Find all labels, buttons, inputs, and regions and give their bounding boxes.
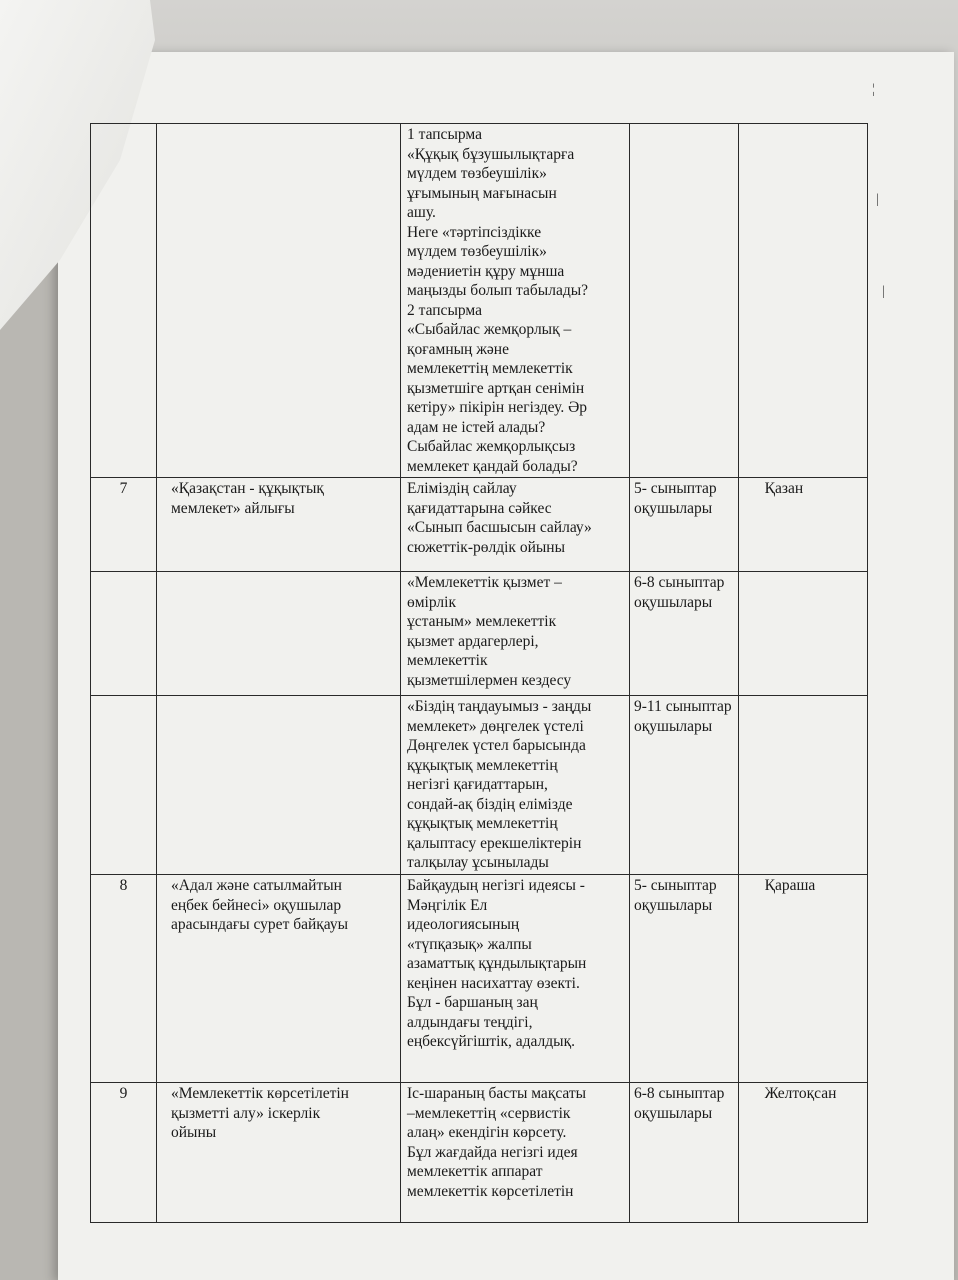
event-description-line: қалыптасу ерекшеліктерін [407,834,582,852]
plan-table [90,123,868,1223]
event-description-line: азаматтық құндылықтарын [407,955,587,972]
event-description-line: кетіру» пікірін негіздеу. Әр [407,399,588,416]
event-description-line: құқықтық мемлекеттің [407,815,558,832]
event-description-line: мемлекеттік [407,652,488,669]
month-cell [738,124,867,478]
event-description-line: Дөңгелек үстел барысында [407,737,586,754]
row-number-cell [91,875,157,1083]
event-description-line: Іс-шараның басты мақсаты [407,1085,587,1102]
participants-cell [630,478,739,572]
event-description-line: Мәңгілік Ел [407,896,488,914]
event-description-line: алдындағы теңдігі, [407,1013,533,1031]
table-row [91,875,868,1083]
row-number-cell [91,124,157,478]
table-row [91,696,868,875]
event-description-line: қызметшіге артқан сенімін [407,379,585,397]
event-name-line: қызметті алу» іскерлік [171,1104,321,1122]
participants-line: 5- сыныптар [634,480,717,497]
event-description-cell [401,875,630,1083]
event-name-line: арасындағы сурет байқауы [171,916,349,933]
event-description-line: Бұл жағдайда негізгі идея [407,1143,578,1161]
table-row [91,1083,868,1223]
month-cell [738,875,867,1083]
event-name-cell [157,572,401,696]
event-name-line: «Мемлекеттік көрсетілетін [171,1085,349,1102]
event-description-line: Сыбайлас жемқорлықсыз [407,438,576,455]
event-description-line: Бұл - баршаның заң [407,994,538,1011]
participants-line: оқушылары [634,593,713,611]
event-description-line: «Мемлекеттік қызмет – [407,574,562,591]
event-description-line: ұстаным» мемлекеттік [407,613,557,630]
event-name-cell [157,1083,401,1223]
row-number-cell [91,1083,157,1223]
row-number: 7 [119,480,128,497]
event-description-line: –мемлекеттің «сервистік [407,1104,571,1122]
event-name-line: «Қазақстан - құқықтық [171,480,324,497]
event-description-line: Еліміздің сайлау [407,480,517,497]
event-description-line: мүлдем төзбеушілік» [407,243,547,260]
event-description-line: ұғымының мағынасын [407,184,557,202]
margin-mark: | [876,192,879,207]
event-description-line: құқықтық мемлекеттің [407,756,558,774]
event-description-cell [401,124,630,478]
month: Желтоқсан [764,1085,837,1102]
month: Қазан [764,480,804,497]
event-description-line: «Біздің таңдауымыз - заңды [407,698,592,715]
event-description-line: 2 тапсырма [407,301,482,319]
event-description-line: алаң» екендігін көрсету. [407,1124,567,1141]
event-description-line: еңбексүйгіштік, адалдық. [407,1033,575,1050]
margin-mark: | [882,284,885,299]
event-name-line: еңбек бейнесі» оқушылар [171,896,342,914]
event-name-cell [157,124,401,478]
event-description-line: 1 тапсырма [407,126,482,143]
event-description-line: «Сынып басшысын сайлау» [407,519,592,536]
event-description-line: маңызды болып табылады? [407,282,588,299]
event-description-cell [401,696,630,875]
event-description-cell [401,1083,630,1223]
participants-cell [630,124,739,478]
row-number-cell [91,572,157,696]
event-description-line: қоғамның және [407,340,509,358]
participants-line: оқушылары [634,499,713,517]
event-description-line: идеологиясының [407,916,520,933]
month-cell [738,1083,867,1223]
participants-cell [630,696,739,875]
row-number-cell [91,478,157,572]
event-description-line: сондай-ақ біздің елімізде [407,795,573,813]
event-description-line: мемлекеттік көрсетілетін [407,1182,574,1200]
event-description-line: ашу. [407,204,436,221]
event-description-line: «Құқық бұзушылықтарға [407,145,575,163]
table-row [91,572,868,696]
event-description-cell [401,478,630,572]
event-description-line: сюжеттік-рөлдік ойыны [407,538,566,556]
event-name-line: «Адал және сатылмайтын [171,877,342,894]
participants-line: оқушылары [634,717,713,735]
participants-cell [630,875,739,1083]
event-description-line: қағидаттарына сәйкес [407,499,552,517]
table-row [91,124,868,478]
event-description-line: «түпқазық» жалпы [407,935,532,953]
month-cell [738,696,867,875]
event-description-line: адам не істей алады? [407,418,546,436]
participants-line: 9-11 сыныптар [634,698,732,715]
event-description-line: негізгі қағидаттарын, [407,776,548,793]
margin-mark: ¦ [872,82,875,97]
event-description-cell [401,572,630,696]
participants-line: 5- сыныптар [634,877,717,894]
participants-cell [630,572,739,696]
event-description-line: мемлекет қандай болады? [407,457,578,475]
event-name-cell [157,875,401,1083]
participants-line: 6-8 сыныптар [634,574,725,591]
participants-line: 6-8 сыныптар [634,1085,725,1102]
participants-line: оқушылары [634,896,713,914]
participants-cell [630,1083,739,1223]
event-name-cell [157,696,401,875]
event-name-cell [157,478,401,572]
event-description-line: өмірлік [407,593,456,611]
event-description-line: Байқаудың негізгі идеясы - [407,877,585,894]
event-description-line: Неге «тәртіпсіздікке [407,223,542,241]
event-description-line: мемлекеттік аппарат [407,1163,543,1180]
month-cell [738,478,867,572]
event-description-line: «Сыбайлас жемқорлық – [407,321,572,338]
row-number-cell [91,696,157,875]
table-row [91,478,868,572]
row-number: 9 [119,1085,128,1102]
event-description-line: талқылау ұсынылады [407,854,549,871]
row-number: 8 [119,877,128,894]
participants-line: оқушылары [634,1104,713,1122]
event-name-line: мемлекет» айлығы [171,499,295,517]
month: Қараша [764,877,816,894]
event-description-line: кеңінен насихаттау өзекті. [407,974,580,992]
event-description-line: мемлекеттің мемлекеттік [407,360,573,377]
event-description-line: мемлекет» дөңгелек үстелі [407,717,584,735]
month-cell [738,572,867,696]
event-description-line: мүлдем төзбеушілік» [407,165,547,182]
event-name-line: ойыны [171,1124,217,1141]
event-description-line: мәдениетін құру мұнша [407,262,565,280]
event-description-line: қызметшілермен кездесу [407,671,572,689]
event-description-line: қызмет ардагерлері, [407,632,539,650]
